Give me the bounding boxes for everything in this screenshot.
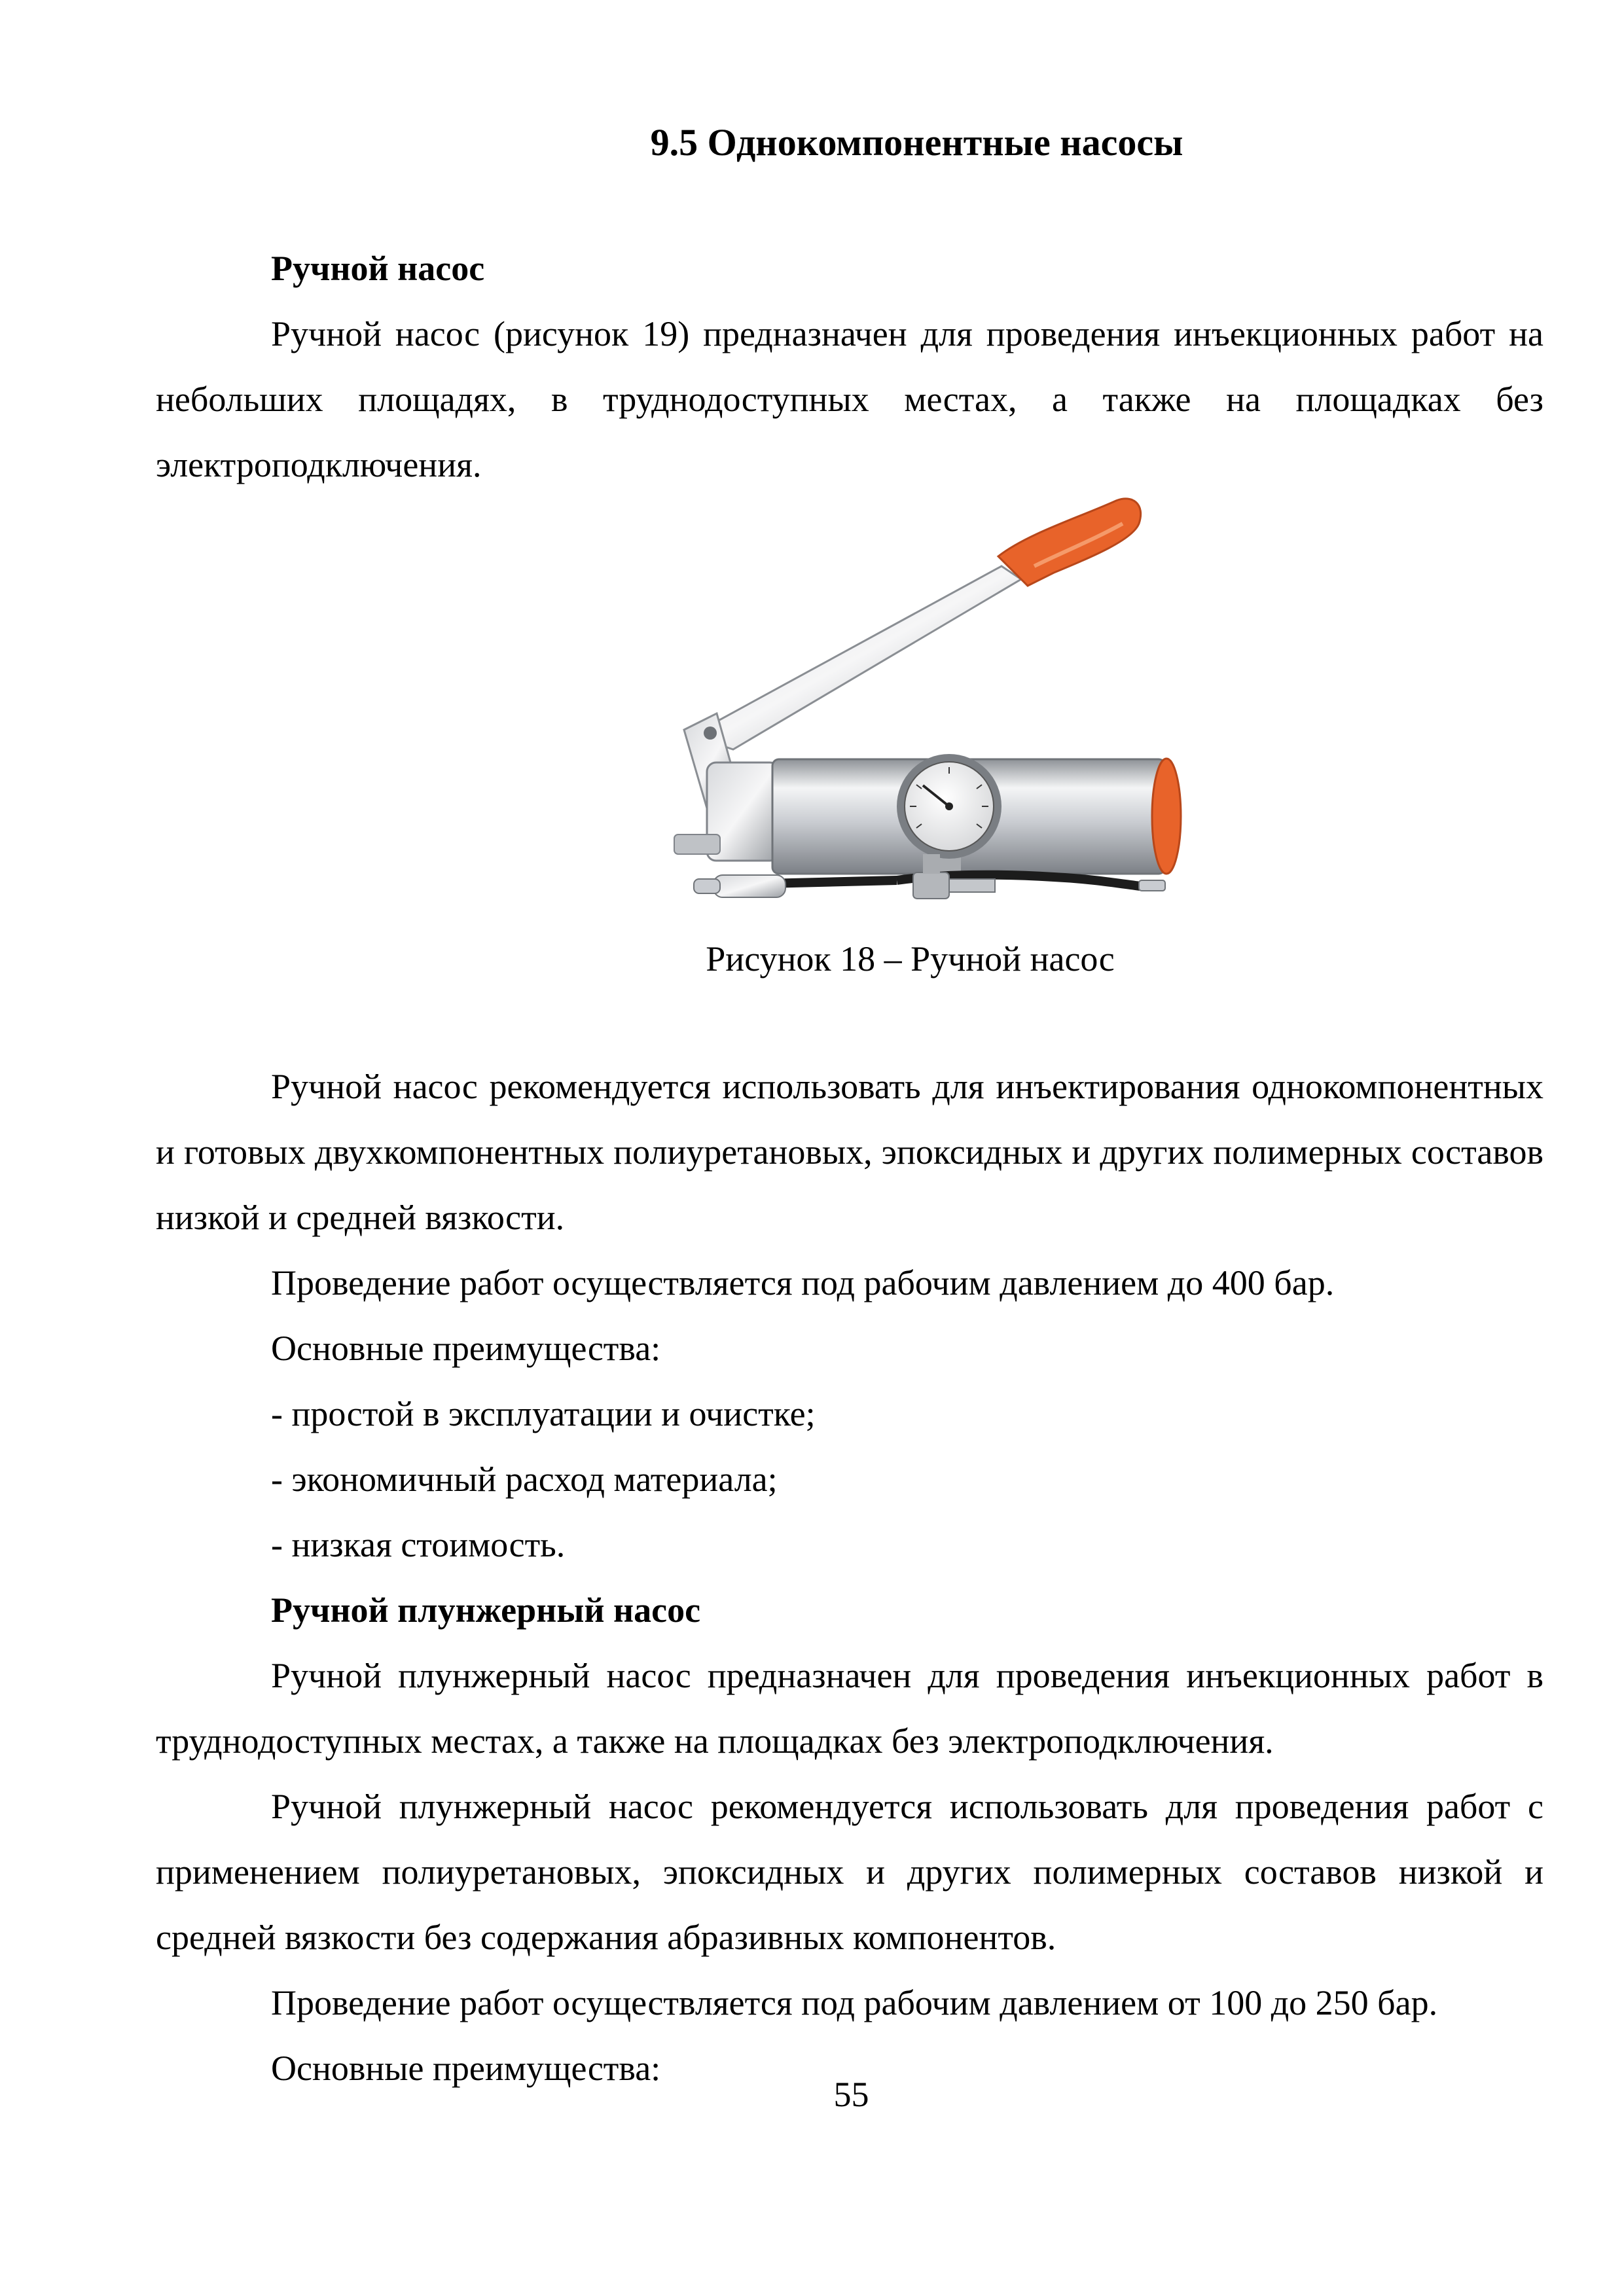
figure-hand-pump (635, 488, 1198, 933)
paragraph-plunger-intro: Ручной плунжерный насос предназначен для проведения инъекционных работ в труднодоступных местах, а также на площадках без электроподключения. (156, 1656, 1543, 1761)
heading-plunger-pump: Ручной плунжерный насос (271, 1590, 701, 1630)
section-title: 9.5 Однокомпонентные насосы (650, 121, 1183, 164)
hand-pump-illustration (635, 488, 1198, 933)
text-block-middle (156, 1054, 1543, 2101)
list-item: - экономичный расход материала; (271, 1460, 778, 1499)
page-number: 55 (833, 2075, 869, 2114)
advantages-label-2: Основные преимущества: (271, 2049, 661, 2088)
advantages-label: Основные преимущества: (271, 1329, 661, 1368)
paragraph-plunger-usage: Ручной плунжерный насос рекомендуется использовать для проведения работ с применением полиуретановых, эпоксидных и других полимерных составов низкой и средней вязкости без содержания абразивных компонентов. (156, 1787, 1543, 1957)
paragraph-hand-pump-usage: Ручной насос рекомендуется использовать для инъектирования однокомпонентных и готовых двухкомпонентных полиуретановых, эпоксидных и других полимерных составов низкой и средней вязкости. (156, 1067, 1543, 1237)
paragraph-hand-pump-pressure: Проведение работ осуществляется под рабочим давлением до 400 бар. (271, 1263, 1335, 1302)
heading-hand-pump: Ручной насос (271, 249, 485, 288)
figure-caption: Рисунок 18 – Ручной насос (706, 939, 1115, 978)
paragraph-hand-pump-intro: Ручной насос (рисунок 19) предназначен для проведения инъекционных работ на небольших площадях, в труднодоступных местах, а также на площадках без электроподключения. (156, 314, 1543, 484)
text-block-top (156, 236, 1543, 497)
list-item: - простой в эксплуатации и очистке; (271, 1394, 816, 1433)
paragraph-plunger-pressure: Проведение работ осуществляется под рабочим давлением от 100 до 250 бар. (271, 1983, 1438, 2022)
list-item: - низкая стоимость. (271, 1525, 566, 1564)
